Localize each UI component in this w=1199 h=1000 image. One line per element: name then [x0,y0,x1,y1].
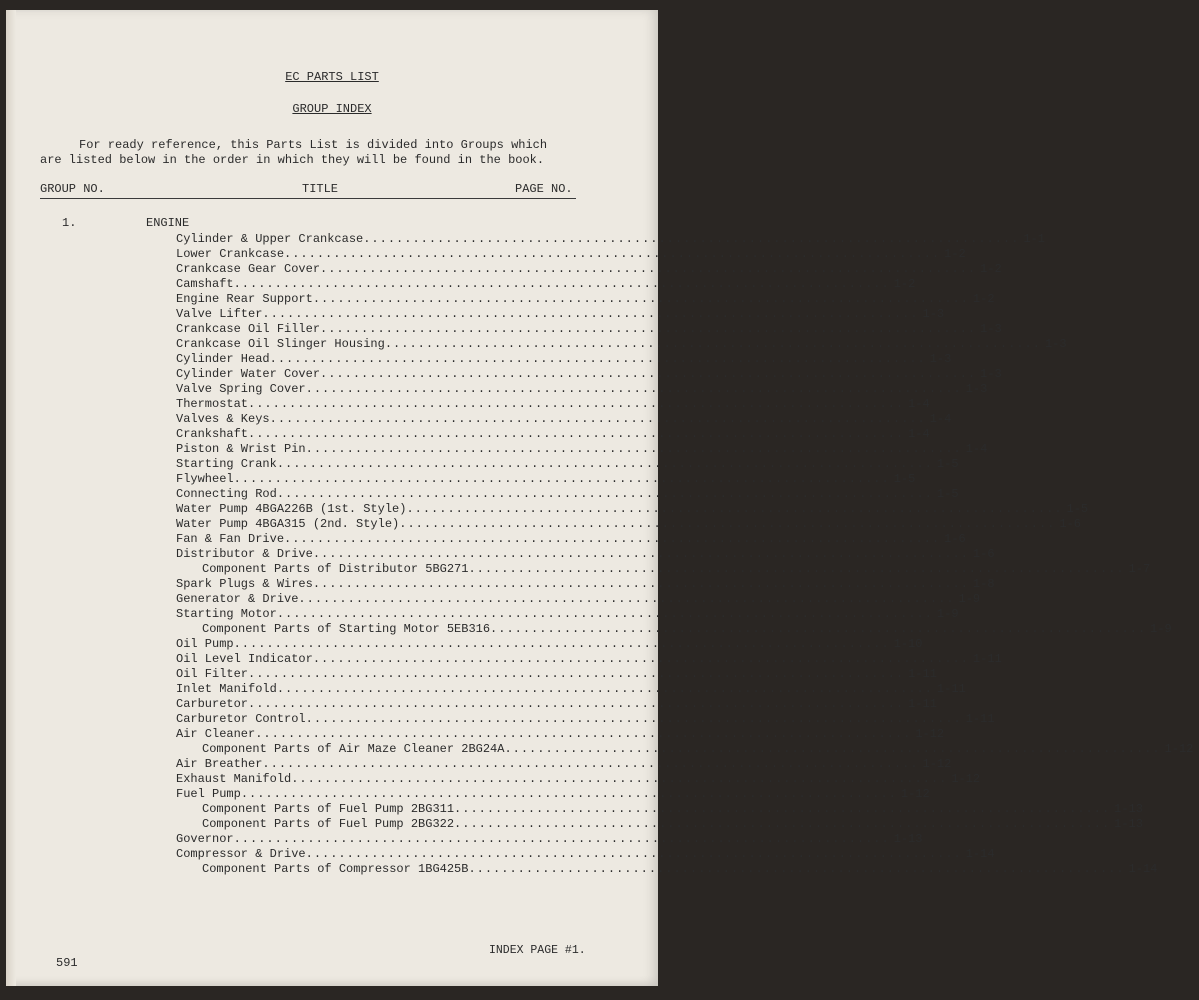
index-entry [176,592,981,607]
entry-leader-dots: ................................................................................ [384,337,1041,351]
entry-page: 1-12 [915,727,945,741]
index-entry [176,247,966,262]
entry-leader-dots: ................................................................................ [312,292,969,306]
entry-title: Valve Lifter [176,307,263,321]
footer-page-number: 591 [56,956,78,970]
entry-page: 1-11 [972,652,1002,666]
entry-leader-dots: ................................................................................ [320,322,977,336]
index-entry [176,472,916,487]
entry-page: 1-13 [1114,802,1143,816]
entry-title: Starting Crank [176,457,277,471]
entry-leader-dots: ................................................................................ [468,862,1125,876]
index-entry [176,307,945,322]
entry-leader-dots: ................................................................................ [248,667,905,681]
entry-leader-dots: ................................................................................ [320,367,977,381]
entry-title: Carburetor [176,697,249,711]
entry-page: 1-11 [936,682,966,696]
entry-leader-dots: ................................................................................ [276,607,933,621]
entry-leader-dots: ................................................................................ [248,397,905,411]
entry-leader-dots: ................................................................................ [305,442,962,456]
entry-leader-dots: ................................................................................ [255,727,912,741]
entry-leader-dots: ................................................................................ [262,307,919,321]
entry-page: 1-2 [893,277,916,291]
entry-title: Crankcase Oil Filler [176,322,321,336]
document-page [6,10,1194,986]
entry-page: 1-2 [972,292,995,306]
entry-leader-dots: ................................................................................ [269,412,926,426]
entry-page: 1-14 [1128,862,1158,876]
entry-title: Camshaft [176,277,234,291]
index-entry [176,637,923,652]
entry-leader-dots: ................................................................................ [233,832,890,846]
intro-line-2: are listed below in the order in which they will be found in the book. [40,153,545,167]
group-name: ENGINE [146,216,190,230]
entry-title: Governor [176,832,234,846]
entry-page: 1-2 [980,262,1002,276]
index-entry [176,457,959,472]
entry-title: Fan & Fan Drive [176,532,285,546]
entry-page: 1-5 [936,487,959,501]
entry-title: Flywheel [176,472,234,486]
index-entry [176,697,937,712]
entry-title: Crankcase Gear Cover [176,262,321,276]
index-entry [176,277,916,292]
entry-page: 1-12 [1164,742,1194,756]
column-header-title: TITLE [302,182,339,196]
entry-page: 1-3 [980,367,1002,381]
entry-title: Lower Crankcase [176,247,285,261]
index-entry [202,622,1172,637]
entry-page: 1-14 [965,847,995,861]
entry-page: 1-7 [1128,562,1151,576]
entry-title: Spark Plugs & Wires [176,577,313,591]
index-entry [202,742,1194,757]
index-entry [176,652,1002,667]
entry-page: 1-5 [893,472,916,486]
entry-page: 1-11 [908,697,937,711]
index-entry [176,382,988,397]
entry-leader-dots: ................................................................................ [284,247,941,261]
entry-page: 1-4 [908,427,930,441]
entry-title: Water Pump 4BGA226B (1st. Style) [176,502,407,516]
entry-title: Connecting Rod [176,487,277,501]
index-entry [202,862,1158,877]
entry-page: 1-5 [936,457,959,471]
index-entry [176,367,1002,382]
entry-title: Air Cleaner [176,727,256,741]
entry-page: 1-6 [1059,517,1081,531]
index-entry [176,547,995,562]
entry-page: 1-4 [929,412,952,426]
document-title: EC PARTS LIST [285,70,379,84]
entry-page: 1-6 [944,532,966,546]
index-entry [176,532,966,547]
index-entry [176,682,966,697]
index-entry [176,442,988,457]
entry-title: Component Parts of Air Maze Cleaner 2BG24A [202,742,505,756]
intro-line-1: For ready reference, this Parts List is divided into Groups which [79,138,548,152]
entry-page: 1-2 [944,247,966,261]
entry-title: Component Parts of Fuel Pump 2BG322 [202,817,455,831]
entry-title: Compressor & Drive [176,847,306,861]
index-entry [176,727,945,742]
entry-title: Starting Motor [176,607,277,621]
entry-page: 1-8 [972,577,995,591]
entry-leader-dots: ................................................................................ [454,817,1111,831]
group-number: 1. [62,216,77,230]
entry-page: 1-9 [958,592,981,606]
entry-title: Water Pump 4BGA315 (2nd. Style) [176,517,400,531]
index-entry [176,322,1002,337]
entry-page: 1-4 [908,397,930,411]
column-header-page-no: PAGE NO. [515,182,573,196]
entry-leader-dots: ................................................................................ [312,547,969,561]
entry-page: 1-5 [1066,502,1089,516]
entry-title: Valve Spring Cover [176,382,306,396]
entry-page: 1-1 [1023,232,1045,246]
entry-title: Cylinder & Upper Crankcase [176,232,364,246]
entry-leader-dots: ................................................................................ [504,742,1161,756]
entry-leader-dots: ................................................................................ [399,517,1056,531]
entry-page: 1-11 [965,712,995,726]
entry-leader-dots: ................................................................................ [233,637,890,651]
entry-leader-dots: ................................................................................ [276,682,933,696]
entry-title: Distributor & Drive [176,547,313,561]
entry-page: 1-12 [900,787,930,801]
entry-title: Cylinder Water Cover [176,367,321,381]
entry-leader-dots: ................................................................................ [291,772,948,786]
index-entry [176,847,995,862]
entry-leader-dots: ................................................................................ [406,502,1063,516]
entry-page: 1-13 [893,832,923,846]
entry-page: 1-11 [908,667,937,681]
entry-page: 1-3 [929,352,952,366]
entry-leader-dots: ................................................................................ [233,472,890,486]
entry-title: Exhaust Manifold [176,772,292,786]
entry-title: Thermostat [176,397,249,411]
entry-leader-dots: ................................................................................ [363,232,1020,246]
index-entry [176,517,1081,532]
index-entry [176,607,959,622]
index-entry [176,757,952,772]
entry-page: 1-9 [1150,622,1172,636]
entry-page: 1-6 [972,547,995,561]
entry-leader-dots: ................................................................................ [320,262,977,276]
entry-title: Engine Rear Support [176,292,313,306]
entry-title: Valves & Keys [176,412,270,426]
entry-title: Oil Filter [176,667,249,681]
entry-page: 1-3 [980,322,1002,336]
entry-title: Generator & Drive [176,592,299,606]
entry-leader-dots: ................................................................................ [312,652,969,666]
index-entry [176,292,995,307]
entry-leader-dots: ................................................................................ [305,847,962,861]
entry-page: 1-3 [965,382,988,396]
entry-title: Crankcase Oil Slinger Housing [176,337,385,351]
entry-leader-dots: ................................................................................ [248,697,905,711]
entry-page: 1-4 [965,442,988,456]
entry-leader-dots: ................................................................................ [490,622,1147,636]
entry-leader-dots: ................................................................................ [276,487,933,501]
entry-title: Cylinder Head [176,352,270,366]
index-entry [176,667,937,682]
entry-leader-dots: ................................................................................ [276,457,933,471]
entry-title: Fuel Pump [176,787,241,801]
index-entry [176,352,952,367]
entry-title: Component Parts of Compressor 1BG425B [202,862,469,876]
entry-leader-dots: ................................................................................ [233,277,890,291]
header-rule [40,198,576,199]
entry-leader-dots: ................................................................................ [298,592,955,606]
entry-leader-dots: ................................................................................ [262,757,919,771]
entry-page: 1-10 [893,637,923,651]
index-entry [176,832,923,847]
index-entry [176,337,1067,352]
index-entry [176,772,981,787]
entry-leader-dots: ................................................................................ [284,532,941,546]
entry-title: Inlet Manifold [176,682,277,696]
entry-title: Carburetor Control [176,712,306,726]
index-entry [176,412,952,427]
entry-leader-dots: ................................................................................ [248,427,905,441]
index-entry [176,427,930,442]
entry-leader-dots: ................................................................................ [305,712,962,726]
entry-page: 1-12 [922,757,952,771]
index-entry [176,712,995,727]
column-header-group-no: GROUP NO. [40,182,105,196]
entry-page: 1-3 [1044,337,1067,351]
index-title: GROUP INDEX [292,102,372,116]
entry-title: Oil Level Indicator [176,652,313,666]
entry-page: 1-9 [936,607,959,621]
entry-leader-dots: ................................................................................ [454,802,1111,816]
page-shadow-edge [6,10,16,986]
index-entry [176,502,1089,517]
entry-leader-dots: ................................................................................ [240,787,897,801]
index-entry [176,787,930,802]
entry-leader-dots: ................................................................................ [468,562,1125,576]
index-entry [176,577,995,592]
entry-title: Component Parts of Distributor 5BG271 [202,562,469,576]
index-entry [202,817,1143,832]
entry-leader-dots: ................................................................................ [305,382,962,396]
entry-page: 1-12 [951,772,981,786]
index-entry [176,487,959,502]
index-entry [202,562,1151,577]
entry-title: Air Breather [176,757,263,771]
entry-page: 1-13 [1114,817,1143,831]
entry-title: Component Parts of Fuel Pump 2BG311 [202,802,455,816]
entry-title: Piston & Wrist Pin [176,442,306,456]
index-entry [176,232,1045,247]
entry-page: 1-3 [922,307,945,321]
entry-title: Component Parts of Starting Motor 5EB316 [202,622,491,636]
entry-title: Crankshaft [176,427,249,441]
entry-leader-dots: ................................................................................ [269,352,926,366]
entry-title: Oil Pump [176,637,234,651]
footer-index-page: INDEX PAGE #1. [489,944,586,957]
entry-leader-dots: ................................................................................ [312,577,969,591]
index-entry [176,262,1002,277]
index-entry [176,397,930,412]
index-entry [202,802,1143,817]
